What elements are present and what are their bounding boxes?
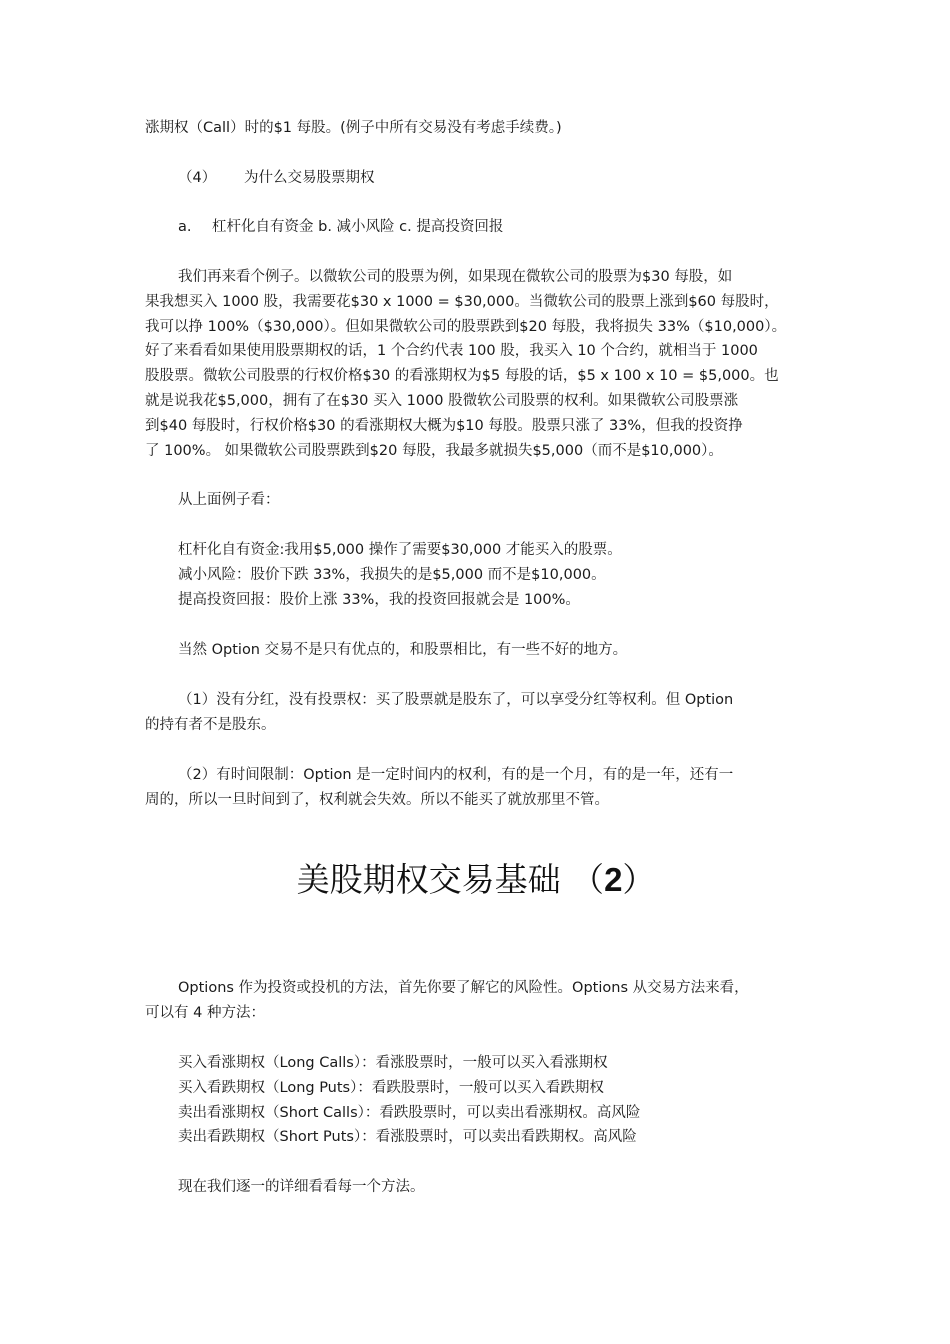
benefits-list (145, 538, 807, 612)
title-close: ） (622, 860, 656, 899)
section-heading-text: 为什么交易股票期权 (244, 170, 375, 186)
paragraph-line: 果我想买入 1000 股，我需要花$30 x 1000 = $30,000。当微软公司的股票上涨到$60 每股时， (145, 293, 779, 310)
benefit-item: 杠杆化自有资金:我用$5,000 操作了需要$30,000 才能买入的股票。 (178, 542, 622, 558)
reasons-text: 杠杆化自有资金 b. 减小风险 c. 提高投资回报 (212, 219, 504, 235)
reasons-list (145, 215, 807, 240)
example-paragraph (145, 265, 807, 463)
paragraph-line: 周的，所以一旦时间到了，权利就会失效。所以不能买了就放那里不管。 (145, 791, 609, 808)
methods-list (145, 1051, 807, 1150)
paragraph-line: 到$40 每股时，行权价格$30 的看涨期权大概为$10 每股。股票只涨了 33%，但我的投资挣 (145, 417, 743, 434)
paragraph-line: （2）有时间限制：Option 是一定时间内的权利，有的是一个月，有的是一年，还有一 (178, 767, 734, 783)
section-heading (145, 166, 807, 191)
benefit-item: 提高投资回报：股价上涨 33%，我的投资回报就会是 100%。 (178, 591, 580, 608)
options-intro (145, 976, 807, 1026)
title-number: 2 (604, 861, 623, 898)
paragraph-line: 股股票。微软公司股票的行权价格$30 的看涨期权为$5 每股的话，$5 x 100 x 10 = $5,000。也 (145, 368, 779, 385)
method-item: 卖出看跌期权（Short Puts）：看涨股票时，可以卖出看跌期权。高风险 (178, 1129, 637, 1146)
paragraph-line: （1）没有分红，没有投票权：买了股票就是股东了，可以享受分红等权利。但 Option (178, 692, 734, 708)
benefit-item: 减小风险：股价下跌 33%，我损失的是$5,000 而不是$10,000。 (178, 566, 606, 583)
drawback-1 (145, 688, 807, 738)
closing-line: 现在我们逐一的详细看看每一个方法。 (178, 1179, 425, 1195)
paragraph-line: 可以有 4 种方法： (145, 1004, 265, 1021)
paragraph-line: 的持有者不是股东。 (145, 716, 276, 733)
section-number: （4） (178, 170, 217, 186)
method-item: 买入看涨期权（Long Calls）：看涨股票时，一般可以买入看涨期权 (178, 1055, 608, 1071)
list-marker: a. (178, 219, 192, 235)
paragraph-line: 了 100%。 如果微软公司股票跌到$20 每股，我最多就损失$5,000（而不是$10,000）。 (145, 442, 723, 459)
paragraph-line: 就是说我花$5,000，拥有了在$30 买入 1000 股微软公司股票的权利。如果微软公司股票涨 (145, 392, 739, 409)
method-item: 买入看跌期权（Long Puts）：看跌股票时，一般可以买入看跌期权 (178, 1079, 604, 1096)
paragraph-line: 我可以挣 100%（$30,000）。但如果微软公司的股票跌到$20 每股，我将损失 33%（$10,000）。 (145, 318, 787, 335)
drawbacks-intro: 当然 Option 交易不是只有优点的，和股票相比，有一些不好的地方。 (178, 642, 628, 658)
intro-continuation: 涨期权（Call）时的$1 每股。(例子中所有交易没有考虑手续费。) (145, 120, 562, 136)
title-text: 美股期权交易基础 （ (296, 860, 605, 899)
from-example: 从上面例子看： (178, 492, 280, 508)
drawback-2 (145, 763, 807, 813)
paragraph-line: 我们再来看个例子。以微软公司的股票为例，如果现在微软公司的股票为$30 每股，如 (178, 269, 733, 285)
paragraph-line: Options 作为投资或投机的方法，首先你要了解它的风险性。Options 从交易方法来看， (178, 980, 749, 996)
method-item: 卖出看涨期权（Short Calls）：看跌股票时，可以卖出看涨期权。高风险 (178, 1104, 641, 1121)
page-title (145, 852, 807, 908)
paragraph-line: 好了来看看如果使用股票期权的话，1 个合约代表 100 股，我买入 10 个合约，就相当于 1000 (145, 343, 758, 360)
